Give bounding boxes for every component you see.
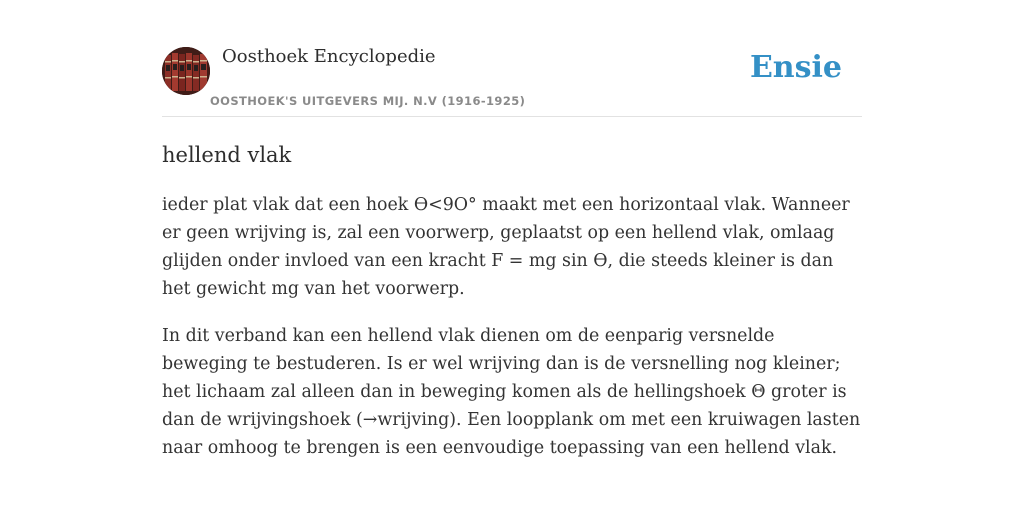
- article-page: [162, 0, 862, 462]
- book-spines-icon: [162, 47, 210, 95]
- article-title: hellend vlak: [162, 143, 292, 167]
- source-avatar[interactable]: [162, 47, 210, 95]
- article-paragraph: In dit verband kan een hellend vlak dienen om de eenparig versnelde beweging te bestuderen. Is er wel wrijving dan is de versnelling nog kleiner; het lichaam zal alleen dan in beweging komen als de hellingshoek Θ groter is dan de wrijvingshoek (→wrijving). Een loopplank om met een kruiwagen lasten naar omhoog te brengen is een eenvoudige toepassing van een hellend vlak.: [162, 326, 861, 458]
- ensie-logo-link[interactable]: Ensie: [749, 50, 842, 85]
- article-paragraph: ieder plat vlak dat een hoek ϴ<9O° maakt met een horizontaal vlak. Wanneer er geen wrijving is, zal een voorwerp, geplaatst op een hellend vlak, omlaag glijden onder invloed van een kracht F = mg sin ϴ, die steeds kleiner is dan het gewicht mg van het voorwerp.: [162, 195, 850, 299]
- source-subtitle: OOSTHOEK'S UITGEVERS MIJ. N.V (1916-1925): [210, 94, 526, 108]
- source-name[interactable]: Oosthoek Encyclopedie: [222, 46, 436, 67]
- source-header: [162, 0, 862, 117]
